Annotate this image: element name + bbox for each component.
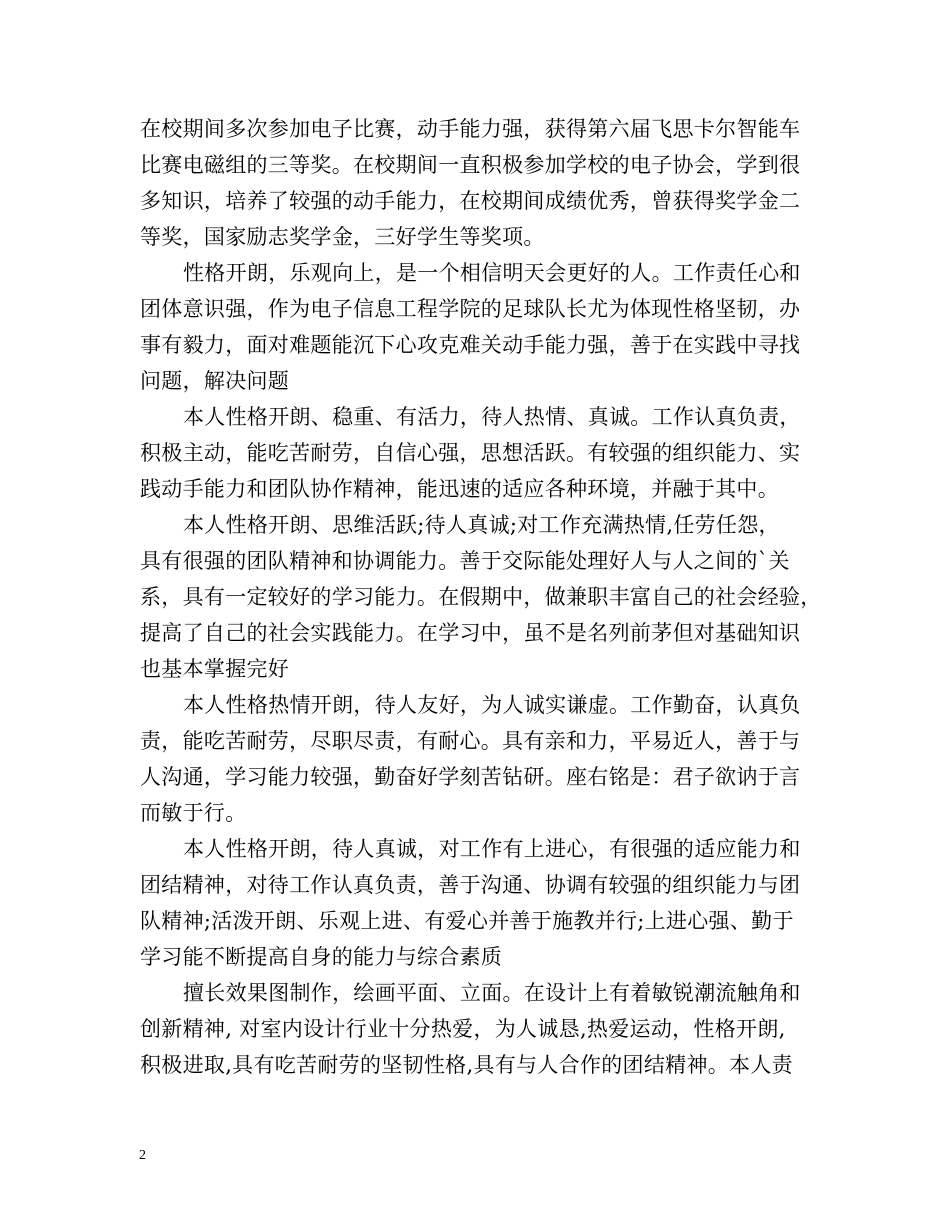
text-line: 本人性格开朗、思维活跃;待人真诚;对工作充满热情,任劳任怨， bbox=[183, 513, 780, 537]
paragraph bbox=[140, 687, 830, 831]
text-line: 系，具有一定较好的学习能力。在假期中，做兼职丰富自己的社会经验， bbox=[140, 585, 822, 609]
text-line: 团体意识强，作为电子信息工程学院的足球队长尤为体现性格坚韧，办 bbox=[140, 297, 801, 321]
document-body bbox=[140, 111, 830, 1083]
paragraph bbox=[140, 111, 830, 255]
text-line: 等奖，国家励志奖学金，三好学生等奖项。 bbox=[140, 225, 545, 249]
text-line: 本人性格开朗，待人真诚，对工作有上进心，有很强的适应能力和 bbox=[183, 837, 801, 861]
text-line: 创新精神, 对室内设计行业十分热爱，为人诚恳,热爱运动，性格开朗, bbox=[140, 1017, 786, 1041]
paragraph bbox=[140, 255, 830, 399]
text-line: 比赛电磁组的三等奖。在校期间一直积极参加学校的电子协会，学到很 bbox=[140, 153, 801, 177]
text-line: 积极主动，能吃苦耐劳，自信心强，思想活跃。有较强的组织能力、实 bbox=[140, 441, 801, 465]
text-line: 本人性格热情开朗，待人友好，为人诚实谦虚。工作勤奋，认真负 bbox=[183, 693, 801, 717]
text-line: 问题，解决问题 bbox=[140, 369, 290, 393]
text-line: 本人性格开朗、稳重、有活力，待人热情、真诚。工作认真负责， bbox=[183, 405, 801, 429]
text-line: 人沟通，学习能力较强，勤奋好学刻苦钻研。座右铭是：君子欲讷于言 bbox=[140, 765, 801, 789]
text-line: 队精神;活泼开朗、乐观上进、有爱心并善于施教并行;上进心强、勤于 bbox=[140, 909, 794, 933]
text-line: 具有很强的团队精神和协调能力。善于交际能处理好人与人之间的`关 bbox=[140, 549, 790, 573]
text-line: 团结精神，对待工作认真负责，善于沟通、协调有较强的组织能力与团 bbox=[140, 873, 801, 897]
text-line: 责，能吃苦耐劳，尽职尽责，有耐心。具有亲和力，平易近人，善于与 bbox=[140, 729, 801, 753]
text-line: 性格开朗，乐观向上，是一个相信明天会更好的人。工作责任心和 bbox=[183, 261, 801, 285]
paragraph bbox=[140, 831, 830, 975]
text-line: 在校期间多次参加电子比赛，动手能力强，获得第六届飞思卡尔智能车 bbox=[140, 117, 801, 141]
text-line: 擅长效果图制作，绘画平面、立面。在设计上有着敏锐潮流触角和 bbox=[183, 981, 801, 1005]
text-line: 学习能不断提高自身的能力与综合素质 bbox=[140, 945, 503, 969]
text-line: 提高了自己的社会实践能力。在学习中，虽不是名列前茅但对基础知识 bbox=[140, 621, 801, 645]
paragraph bbox=[140, 399, 830, 507]
text-line: 积极进取,具有吃苦耐劳的坚韧性格,具有与人合作的团结精神。本人责 bbox=[140, 1053, 793, 1077]
paragraph bbox=[140, 975, 830, 1083]
text-line: 多知识，培养了较强的动手能力，在校期间成绩优秀，曾获得奖学金二 bbox=[140, 189, 801, 213]
text-line: 也基本掌握完好 bbox=[140, 657, 290, 681]
text-line: 践动手能力和团队协作精神，能迅速的适应各种环境，并融于其中。 bbox=[140, 477, 779, 501]
paragraph bbox=[140, 507, 830, 687]
page-number: 2 bbox=[139, 1148, 146, 1163]
text-line: 而敏于行。 bbox=[140, 801, 247, 825]
text-line: 事有毅力，面对难题能沉下心攻克难关动手能力强，善于在实践中寻找 bbox=[140, 333, 801, 357]
